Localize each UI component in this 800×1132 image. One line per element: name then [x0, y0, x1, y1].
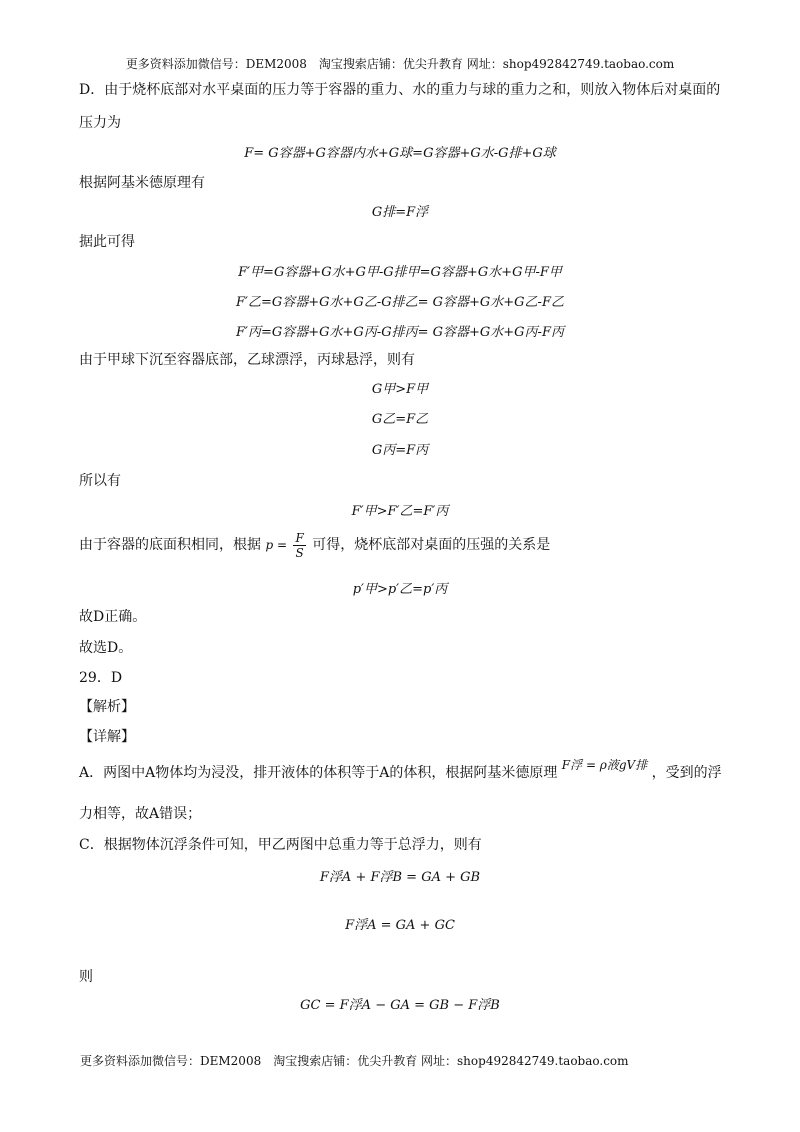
- paragraph-a-end: ，受到的浮: [651, 765, 722, 781]
- archimedes-formula: F浮 = ρ液gV排: [561, 758, 648, 772]
- comparison-yi: G乙=F乙: [371, 412, 429, 427]
- paragraph-then: 则: [79, 969, 93, 985]
- equation-force-jia: F′甲=G容器+G水+G甲-G排甲=G容器+G水+G甲-F甲: [238, 265, 562, 280]
- fraction-numerator: F: [295, 530, 304, 545]
- paragraph-a-text: A．两图中A物体均为浸没，排开液体的体积等于A的体积，根据阿基米德原理: [79, 765, 558, 781]
- page-header: 更多资料添加微信号：DEM2008 淘宝搜索店铺：优尖升教育 网址：shop492842749.taobao.com: [125, 57, 675, 71]
- equation-c3: GC = F浮A − GA = GB − F浮B: [300, 998, 500, 1013]
- paragraph-a-cont: 力相等，故A错误；: [79, 806, 202, 822]
- comparison-pressures: p′甲>p′乙=p′丙: [352, 582, 448, 597]
- equation-c2: F浮A = GA + GC: [345, 918, 455, 933]
- paragraph-pressure: [79, 527, 550, 563]
- paragraph-d-correct: 故D正确。: [79, 609, 147, 625]
- equation-total-force: F= G容器+G容器内水+G球=G容器+G水-G排+G球: [244, 146, 556, 161]
- paragraph-c: C．根据物体沉浮条件可知，甲乙两图中总重力等于总浮力，则有: [79, 837, 482, 853]
- pressure-fraction: [293, 531, 305, 560]
- label-detail: 【详解】: [79, 729, 135, 745]
- comparison-jia: G甲>F甲: [371, 382, 429, 397]
- question-29-answer: 29．D: [79, 670, 123, 686]
- paragraph-d-intro-cont: 压力为: [79, 115, 121, 131]
- equation-displaced-weight: G排=F浮: [371, 205, 429, 220]
- pressure-text-pre: 由于容器的底面积相同，根据: [79, 537, 261, 553]
- pressure-text-post: 可得，烧杯底部对桌面的压强的关系是: [312, 537, 551, 553]
- paragraph-balls-state: 由于甲球下沉至容器底部，乙球漂浮，丙球悬浮，则有: [79, 352, 415, 368]
- fraction-denominator: S: [295, 545, 304, 560]
- paragraph-so: 所以有: [79, 473, 121, 489]
- equation-c1: F浮A + F浮B = GA + GB: [319, 870, 481, 885]
- label-analysis: 【解析】: [79, 699, 135, 715]
- equation-force-bing: F′丙=G容器+G水+G丙-G排丙= G容器+G水+G丙-F丙: [236, 325, 564, 340]
- comparison-forces: F′甲>F′乙=F′丙: [351, 504, 449, 519]
- equation-force-yi: F′乙=G容器+G水+G乙-G排乙= G容器+G水+G乙-F乙: [236, 295, 564, 310]
- page-footer: 更多资料添加微信号：DEM2008 淘宝搜索店铺：优尖升教育 网址：shop492842749.taobao.com: [80, 1054, 629, 1068]
- comparison-bing: G丙=F丙: [371, 443, 429, 458]
- paragraph-choose: 故选D。: [79, 640, 133, 656]
- paragraph-archimedes: 根据阿基米德原理有: [79, 175, 205, 191]
- pressure-symbol: p =: [265, 538, 288, 552]
- paragraph-a: [79, 758, 722, 782]
- paragraph-d-intro: D．由于烧杯底部对水平桌面的压力等于容器的重力、水的重力与球的重力之和，则放入物体后对桌面的: [79, 82, 721, 98]
- paragraph-thus: 据此可得: [79, 234, 135, 250]
